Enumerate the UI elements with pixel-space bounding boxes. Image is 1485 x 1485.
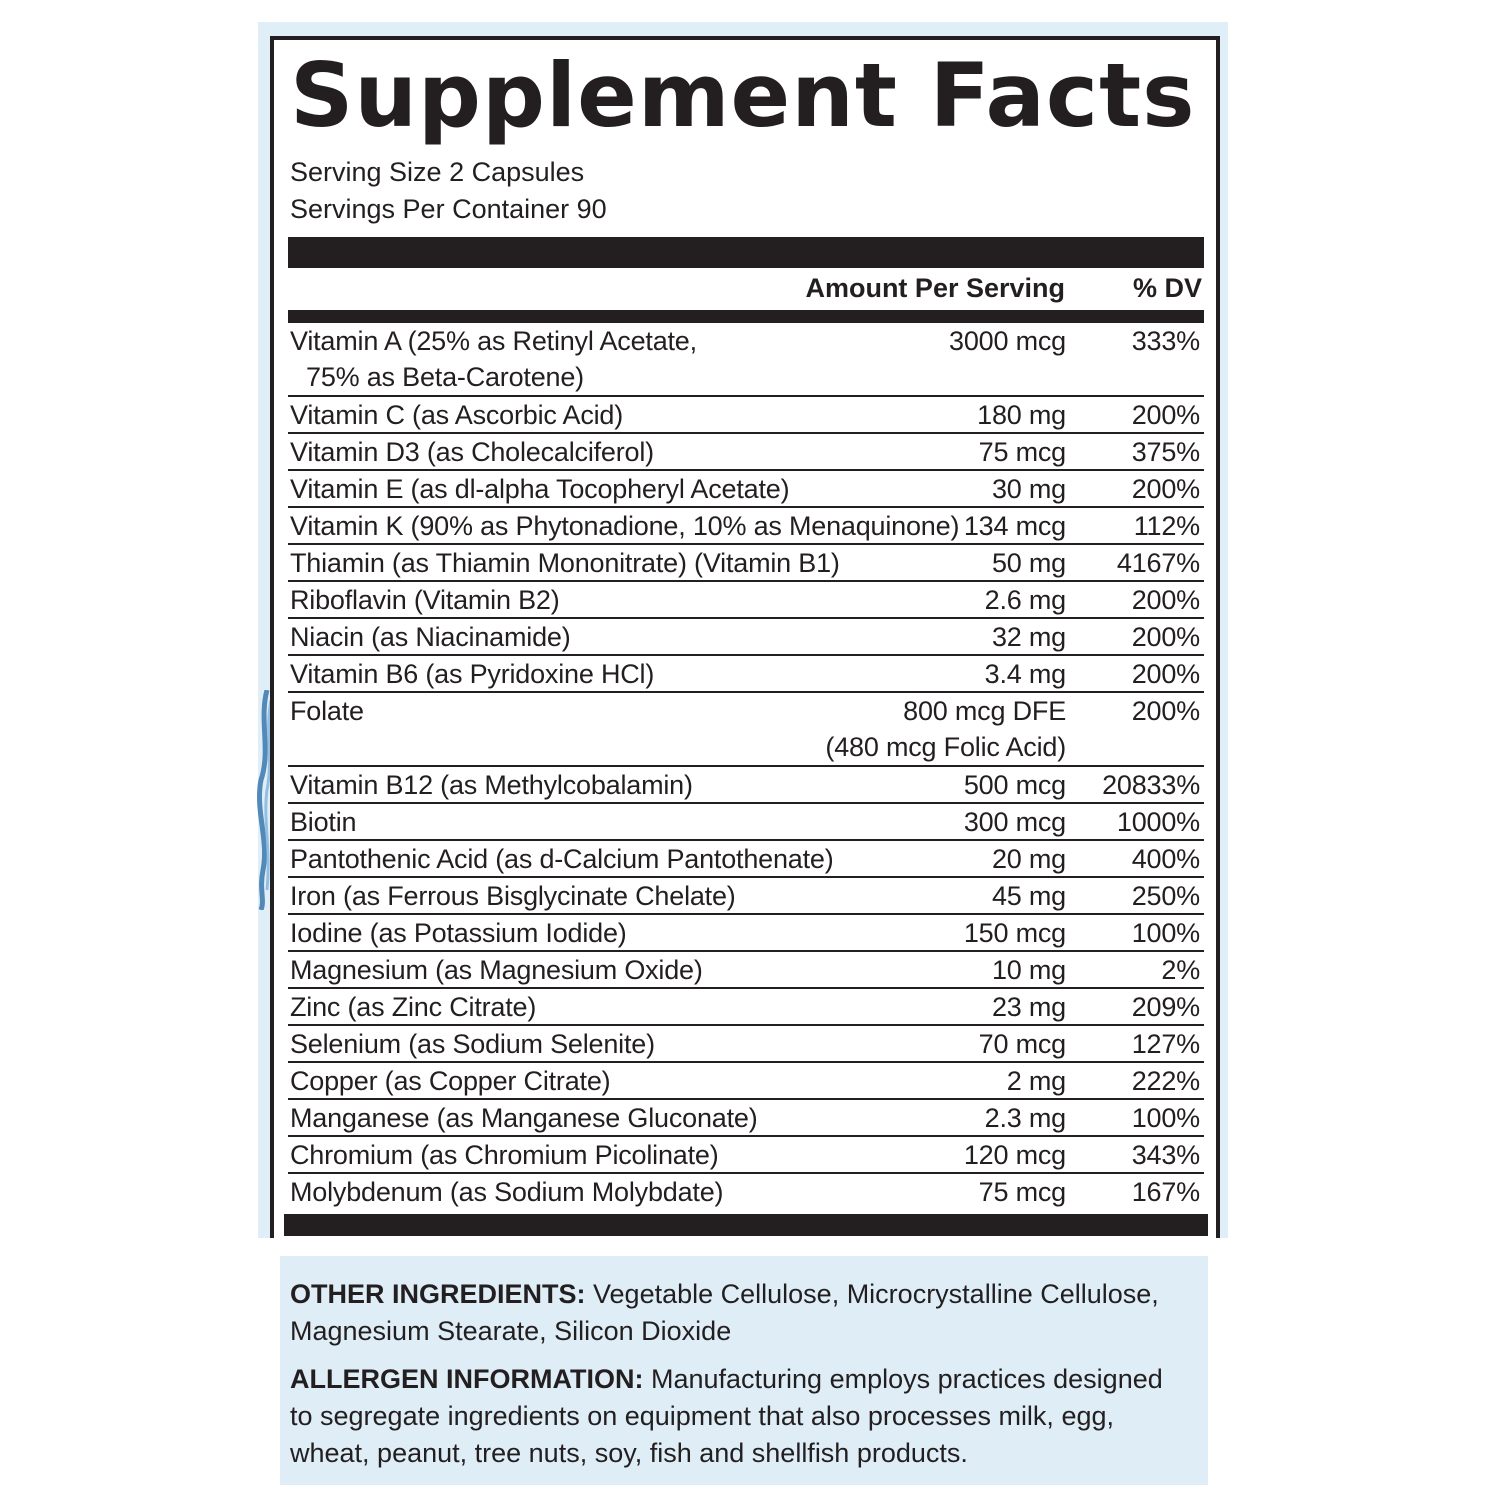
nutrient-name: Magnesium (as Magnesium Oxide)	[290, 955, 703, 985]
allergen-information	[290, 1361, 1190, 1472]
nutrient-amount: 120 mcg	[963, 1140, 1066, 1170]
nutrient-amount: 45 mg	[991, 881, 1066, 911]
nutrient-amount: 20 mg	[991, 844, 1066, 874]
nutrient-name: Vitamin D3 (as Cholecalciferol)	[290, 437, 654, 467]
nutrient-row	[288, 915, 1204, 952]
nutrient-table	[288, 323, 1204, 1209]
nutrient-row	[288, 841, 1204, 878]
other-ingredients	[290, 1276, 1190, 1350]
nutrient-dv: 4167%	[1116, 548, 1200, 578]
nutrient-dv: 112%	[1133, 511, 1200, 541]
nutrient-name: Vitamin B6 (as Pyridoxine HCl)	[290, 659, 655, 689]
nutrient-amount: 180 mg	[977, 400, 1066, 430]
nutrient-dv: 343%	[1131, 1140, 1200, 1170]
nutrient-name-continued: 75% as Beta-Carotene)	[306, 362, 584, 392]
nutrient-row	[288, 656, 1204, 693]
nutrient-name: Iron (as Ferrous Bisglycinate Chelate)	[290, 881, 736, 911]
nutrient-name: Vitamin E (as dl-alpha Tocopheryl Acetate)	[290, 474, 790, 504]
nutrient-dv: 200%	[1131, 622, 1200, 652]
nutrient-dv: 333%	[1131, 326, 1200, 356]
nutrient-amount: 2.3 mg	[984, 1103, 1066, 1133]
nutrient-dv: 100%	[1131, 1103, 1200, 1133]
column-header-dv: % DV	[1132, 273, 1202, 303]
nutrient-row	[288, 1174, 1204, 1209]
bottom-bar	[284, 1214, 1208, 1236]
nutrient-row	[288, 878, 1204, 915]
nutrient-dv: 167%	[1131, 1177, 1200, 1207]
nutrient-dv: 127%	[1131, 1029, 1200, 1059]
nutrient-row	[288, 693, 1204, 767]
nutrient-dv: 200%	[1131, 585, 1200, 615]
nutrient-name: Niacin (as Niacinamide)	[290, 622, 571, 652]
nutrient-dv: 400%	[1131, 844, 1200, 874]
nutrient-dv: 200%	[1131, 474, 1200, 504]
nutrient-name: Thiamin (as Thiamin Mononitrate) (Vitamin B1)	[290, 548, 840, 578]
nutrient-dv: 209%	[1131, 992, 1200, 1022]
nutrient-name: Biotin	[290, 807, 357, 837]
nutrient-name: Vitamin A (25% as Retinyl Acetate,	[290, 326, 697, 356]
nutrient-amount: 3000 mcg	[949, 326, 1066, 356]
nutrient-amount: 150 mcg	[963, 918, 1066, 948]
nutrient-amount: 10 mg	[991, 955, 1066, 985]
label-title: Supplement Facts	[290, 44, 1196, 147]
nutrient-dv: 200%	[1131, 659, 1200, 689]
nutrient-amount-detail: (480 mcg Folic Acid)	[825, 732, 1066, 762]
nutrient-amount: 75 mcg	[978, 1177, 1066, 1207]
nutrient-row	[288, 1063, 1204, 1100]
nutrient-name: Pantothenic Acid (as d-Calcium Pantothenate)	[290, 844, 834, 874]
nutrient-row	[288, 989, 1204, 1026]
serving-size: Serving Size 2 Capsules	[290, 157, 585, 187]
nutrient-name: Vitamin C (as Ascorbic Acid)	[290, 400, 624, 430]
nutrient-row	[288, 471, 1204, 508]
nutrient-name: Vitamin K (90% as Phytonadione, 10% as Menaquinone)	[290, 511, 960, 541]
nutrient-name: Zinc (as Zinc Citrate)	[290, 992, 537, 1022]
nutrient-amount: 2 mg	[1006, 1066, 1066, 1096]
nutrient-row	[288, 804, 1204, 841]
nutrient-row	[288, 582, 1204, 619]
nutrient-row	[288, 952, 1204, 989]
nutrient-name: Vitamin B12 (as Methylcobalamin)	[290, 770, 693, 800]
nutrient-dv: 100%	[1131, 918, 1200, 948]
nutrient-row	[288, 619, 1204, 656]
divider-bar	[288, 310, 1204, 323]
nutrient-amount: 23 mg	[991, 992, 1066, 1022]
nutrient-name: Riboflavin (Vitamin B2)	[290, 585, 560, 615]
nutrient-row	[288, 545, 1204, 582]
nutrient-dv: 1000%	[1116, 807, 1200, 837]
nutrient-dv: 250%	[1131, 881, 1200, 911]
nutrient-row	[288, 323, 1204, 397]
nutrient-amount: 32 mg	[991, 622, 1066, 652]
nutrient-name: Copper (as Copper Citrate)	[290, 1066, 611, 1096]
nutrient-row	[288, 1100, 1204, 1137]
nutrient-name: Iodine (as Potassium Iodide)	[290, 918, 627, 948]
nutrient-dv: 20833%	[1102, 770, 1200, 800]
nutrient-amount: 50 mg	[991, 548, 1066, 578]
nutrient-amount: 800 mcg DFE	[903, 696, 1066, 726]
nutrient-amount: 75 mcg	[978, 437, 1066, 467]
nutrient-name: Folate	[290, 696, 364, 726]
nutrient-row	[288, 1137, 1204, 1174]
nutrient-amount: 70 mcg	[978, 1029, 1066, 1059]
nutrient-row	[288, 397, 1204, 434]
nutrient-row	[288, 767, 1204, 804]
nutrient-amount: 30 mg	[991, 474, 1066, 504]
nutrient-amount: 500 mcg	[963, 770, 1066, 800]
nutrient-amount: 134 mcg	[963, 511, 1066, 541]
column-header-amount: Amount Per Serving	[805, 273, 1065, 303]
nutrient-name: Selenium (as Sodium Selenite)	[290, 1029, 655, 1059]
nutrient-dv: 375%	[1131, 437, 1200, 467]
nutrient-name: Molybdenum (as Sodium Molybdate)	[290, 1177, 724, 1207]
nutrient-row	[288, 434, 1204, 471]
nutrient-name: Manganese (as Manganese Gluconate)	[290, 1103, 758, 1133]
nutrient-dv: 200%	[1131, 400, 1200, 430]
nutrient-dv: 2%	[1161, 955, 1200, 985]
nutrient-row	[288, 508, 1204, 545]
other-ingredients-heading: OTHER INGREDIENTS:	[290, 1279, 586, 1309]
nutrient-amount: 3.4 mg	[984, 659, 1066, 689]
allergen-heading: ALLERGEN INFORMATION:	[290, 1364, 644, 1394]
nutrient-amount: 300 mcg	[963, 807, 1066, 837]
nutrient-dv: 200%	[1131, 696, 1200, 726]
other-ingredients-text: Vegetable Cellulose, Microcrystalline Cellulose, Magnesium Stearate, Silicon Dioxide	[290, 1279, 1159, 1346]
servings-per-container: Servings Per Container 90	[290, 194, 607, 224]
nutrient-name: Chromium (as Chromium Picolinate)	[290, 1140, 719, 1170]
nutrient-amount: 2.6 mg	[984, 585, 1066, 615]
nutrient-dv: 222%	[1131, 1066, 1200, 1096]
divider-bar	[288, 237, 1204, 268]
allergen-text: Manufacturing employs practices designed to segregate ingredients on equipment that also processes milk, egg, wheat, peanut, tree nuts, soy, fish and shellfish products.	[290, 1364, 1163, 1468]
nutrient-row	[288, 1026, 1204, 1063]
